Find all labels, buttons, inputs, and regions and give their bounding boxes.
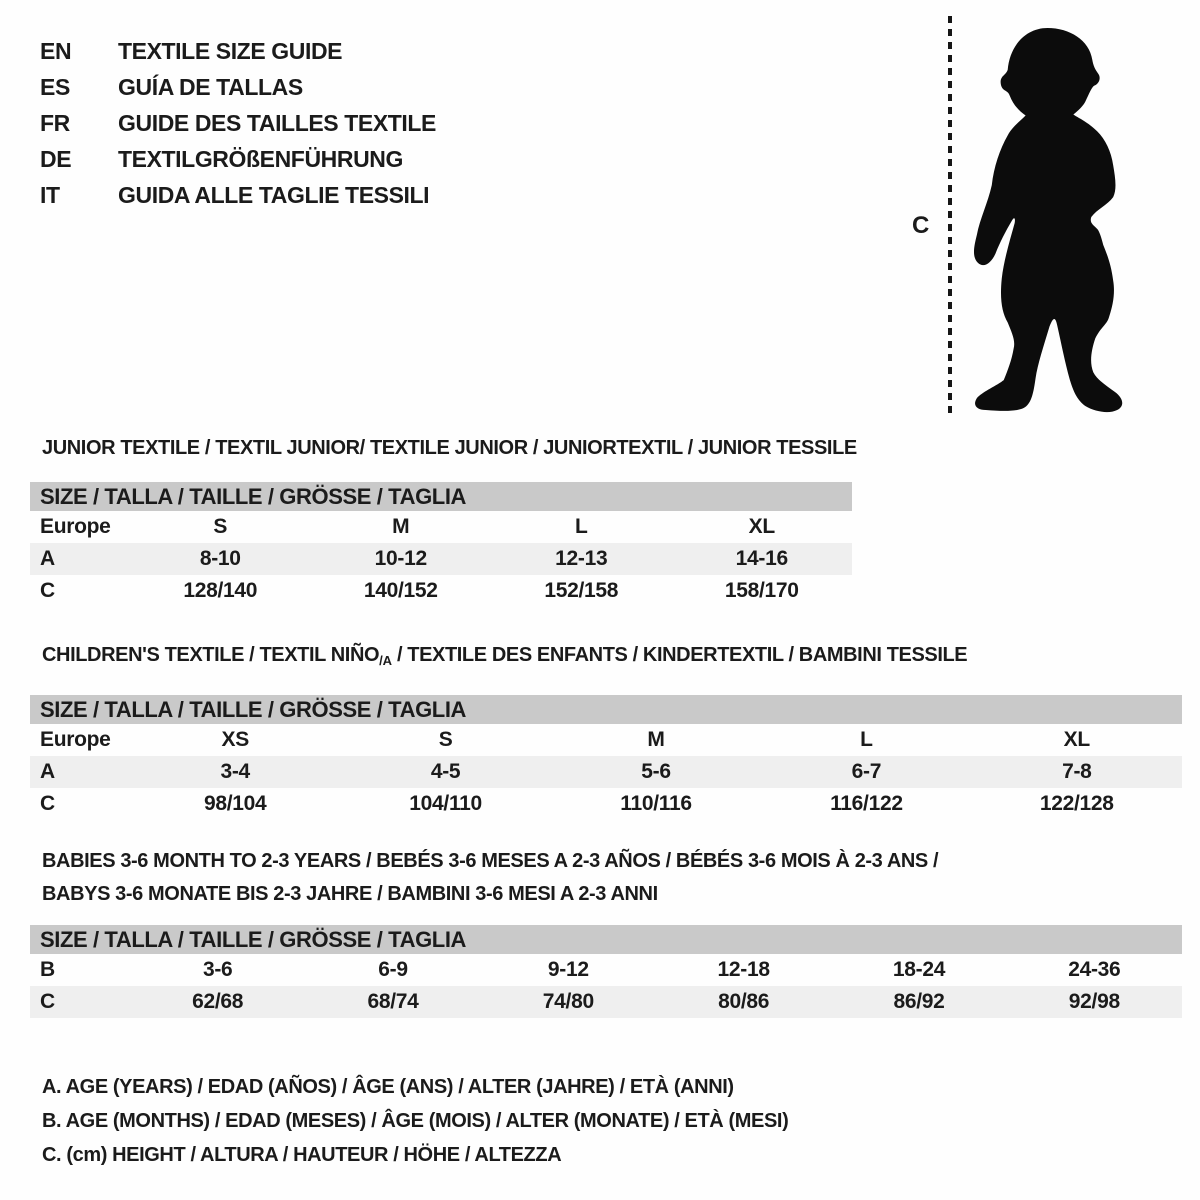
lang-label-en: TEXTILE SIZE GUIDE — [118, 38, 343, 64]
legend-line-c: C. (cm) HEIGHT / ALTURA / HAUTEUR / HÖHE / ALTEZZA — [42, 1144, 562, 1166]
babies-title-line2: BABYS 3-6 MONATE BIS 2-3 JAHRE / BAMBINI 3-6 MESI A 2-3 ANNI — [42, 883, 658, 905]
lang-code-it: IT — [40, 182, 60, 208]
lang-code-es: ES — [40, 74, 70, 100]
legend-line-b: B. AGE (MONTHS) / EDAD (MESES) / ÂGE (MOIS) / ALTER (MONATE) / ETÀ (MESI) — [42, 1110, 789, 1132]
junior-size-header: SIZE / TALLA / TAILLE / GRÖSSE / TAGLIA — [30, 482, 852, 511]
size-cell: XL — [748, 515, 775, 538]
age-cell: 3-4 — [220, 760, 250, 783]
junior-row-europe — [30, 511, 852, 543]
junior-row-height — [30, 575, 852, 607]
row-label: C — [40, 792, 55, 815]
babies-size-header: SIZE / TALLA / TAILLE / GRÖSSE / TAGLIA — [30, 925, 1182, 954]
height-cell: 104/110 — [409, 792, 482, 815]
children-row-europe — [30, 724, 1182, 756]
height-cell: 116/122 — [830, 792, 903, 815]
months-cell: 9-12 — [547, 958, 589, 981]
height-cell: 128/140 — [183, 579, 258, 602]
months-cell: 12-18 — [717, 958, 770, 981]
lang-code-fr: FR — [40, 110, 70, 136]
height-cell: 74/80 — [542, 990, 594, 1013]
size-cell: XL — [1063, 728, 1090, 751]
months-cell: 6-9 — [378, 958, 408, 981]
size-cell: M — [647, 728, 665, 751]
height-cell: 86/92 — [893, 990, 945, 1013]
height-cell: 152/158 — [544, 579, 619, 602]
children-row-height — [30, 788, 1182, 820]
age-cell: 8-10 — [199, 547, 241, 570]
height-cell: 122/128 — [1039, 792, 1114, 815]
height-cell: 98/104 — [203, 792, 267, 815]
height-dashed-line — [948, 16, 952, 414]
height-cell: 140/152 — [363, 579, 438, 602]
babies-row-months — [30, 954, 1182, 986]
lang-code-de: DE — [40, 146, 72, 172]
height-cell: 92/98 — [1068, 990, 1120, 1013]
age-cell: 4-5 — [430, 760, 461, 783]
row-label: Europe — [40, 728, 111, 751]
height-cell: 80/86 — [718, 990, 770, 1013]
age-cell: 10-12 — [374, 547, 427, 570]
junior-table — [30, 482, 852, 607]
lang-label-es: GUÍA DE TALLAS — [118, 74, 303, 100]
size-cell: S — [438, 728, 453, 751]
age-cell: 14-16 — [735, 547, 788, 570]
children-title-sub: /A — [379, 653, 392, 668]
language-header — [40, 33, 436, 213]
size-cell: M — [392, 515, 410, 538]
age-cell: 6-7 — [851, 760, 882, 783]
babies-section-title — [42, 845, 1182, 911]
row-label: C — [40, 990, 55, 1013]
age-cell: 7-8 — [1062, 760, 1092, 783]
children-section — [30, 643, 1182, 820]
size-cell: XS — [221, 728, 249, 751]
size-cell: L — [860, 728, 873, 751]
babies-table — [30, 925, 1182, 1018]
height-cell: 158/170 — [724, 579, 799, 602]
row-label: C — [40, 579, 55, 602]
children-row-age — [30, 756, 1182, 788]
children-section-title — [42, 643, 1182, 673]
age-cell: 5-6 — [641, 760, 671, 783]
babies-section — [30, 845, 1182, 1018]
lang-label-it: GUIDA ALLE TAGLIE TESSILI — [118, 182, 430, 208]
months-cell: 18-24 — [892, 958, 946, 981]
babies-row-height — [30, 986, 1182, 1018]
lang-row-it — [40, 177, 436, 213]
children-title-part2: / TEXTILE DES ENFANTS / KINDERTEXTIL / BAMBINI TESSILE — [391, 644, 968, 666]
babies-title-line1: BABIES 3-6 MONTH TO 2-3 YEARS / BEBÉS 3-6 MESES A 2-3 AÑOS / BÉBÉS 3-6 MOIS À 2-3 ANS / — [42, 850, 939, 872]
legend-line-a: A. AGE (YEARS) / EDAD (AÑOS) / ÂGE (ANS) / ALTER (JAHRE) / ETÀ (ANNI) — [42, 1076, 734, 1098]
junior-section — [30, 436, 857, 607]
children-title-part1: CHILDREN'S TEXTILE / TEXTIL NIÑO — [42, 644, 380, 666]
size-cell: S — [213, 515, 228, 538]
height-cell: 62/68 — [192, 990, 244, 1013]
row-label: B — [40, 958, 55, 981]
lang-row-de — [40, 141, 436, 177]
size-cell: L — [574, 515, 588, 538]
height-cell: 110/116 — [620, 792, 692, 815]
lang-label-fr: GUIDE DES TAILLES TEXTILE — [118, 110, 436, 136]
lang-row-fr — [40, 105, 436, 141]
junior-row-age — [30, 543, 852, 575]
lang-code-en: EN — [40, 38, 72, 64]
months-cell: 24-36 — [1068, 958, 1121, 981]
children-size-header: SIZE / TALLA / TAILLE / GRÖSSE / TAGLIA — [30, 695, 1182, 724]
lang-row-en — [40, 33, 436, 69]
row-label: A — [40, 760, 55, 783]
height-cell: 68/74 — [367, 990, 419, 1013]
lang-label-de: TEXTILGRÖßENFÜHRUNG — [118, 146, 403, 172]
row-label: Europe — [40, 515, 111, 538]
height-measure-label: C — [912, 212, 930, 239]
legend — [42, 1070, 788, 1172]
baby-silhouette-icon — [961, 18, 1137, 416]
children-table — [30, 695, 1182, 820]
lang-row-es — [40, 69, 436, 105]
months-cell: 3-6 — [202, 958, 233, 981]
age-cell: 12-13 — [555, 547, 608, 570]
junior-section-title: JUNIOR TEXTILE / TEXTIL JUNIOR/ TEXTILE JUNIOR / JUNIORTEXTIL / JUNIOR TESSILE — [42, 437, 857, 459]
row-label: A — [40, 547, 55, 570]
